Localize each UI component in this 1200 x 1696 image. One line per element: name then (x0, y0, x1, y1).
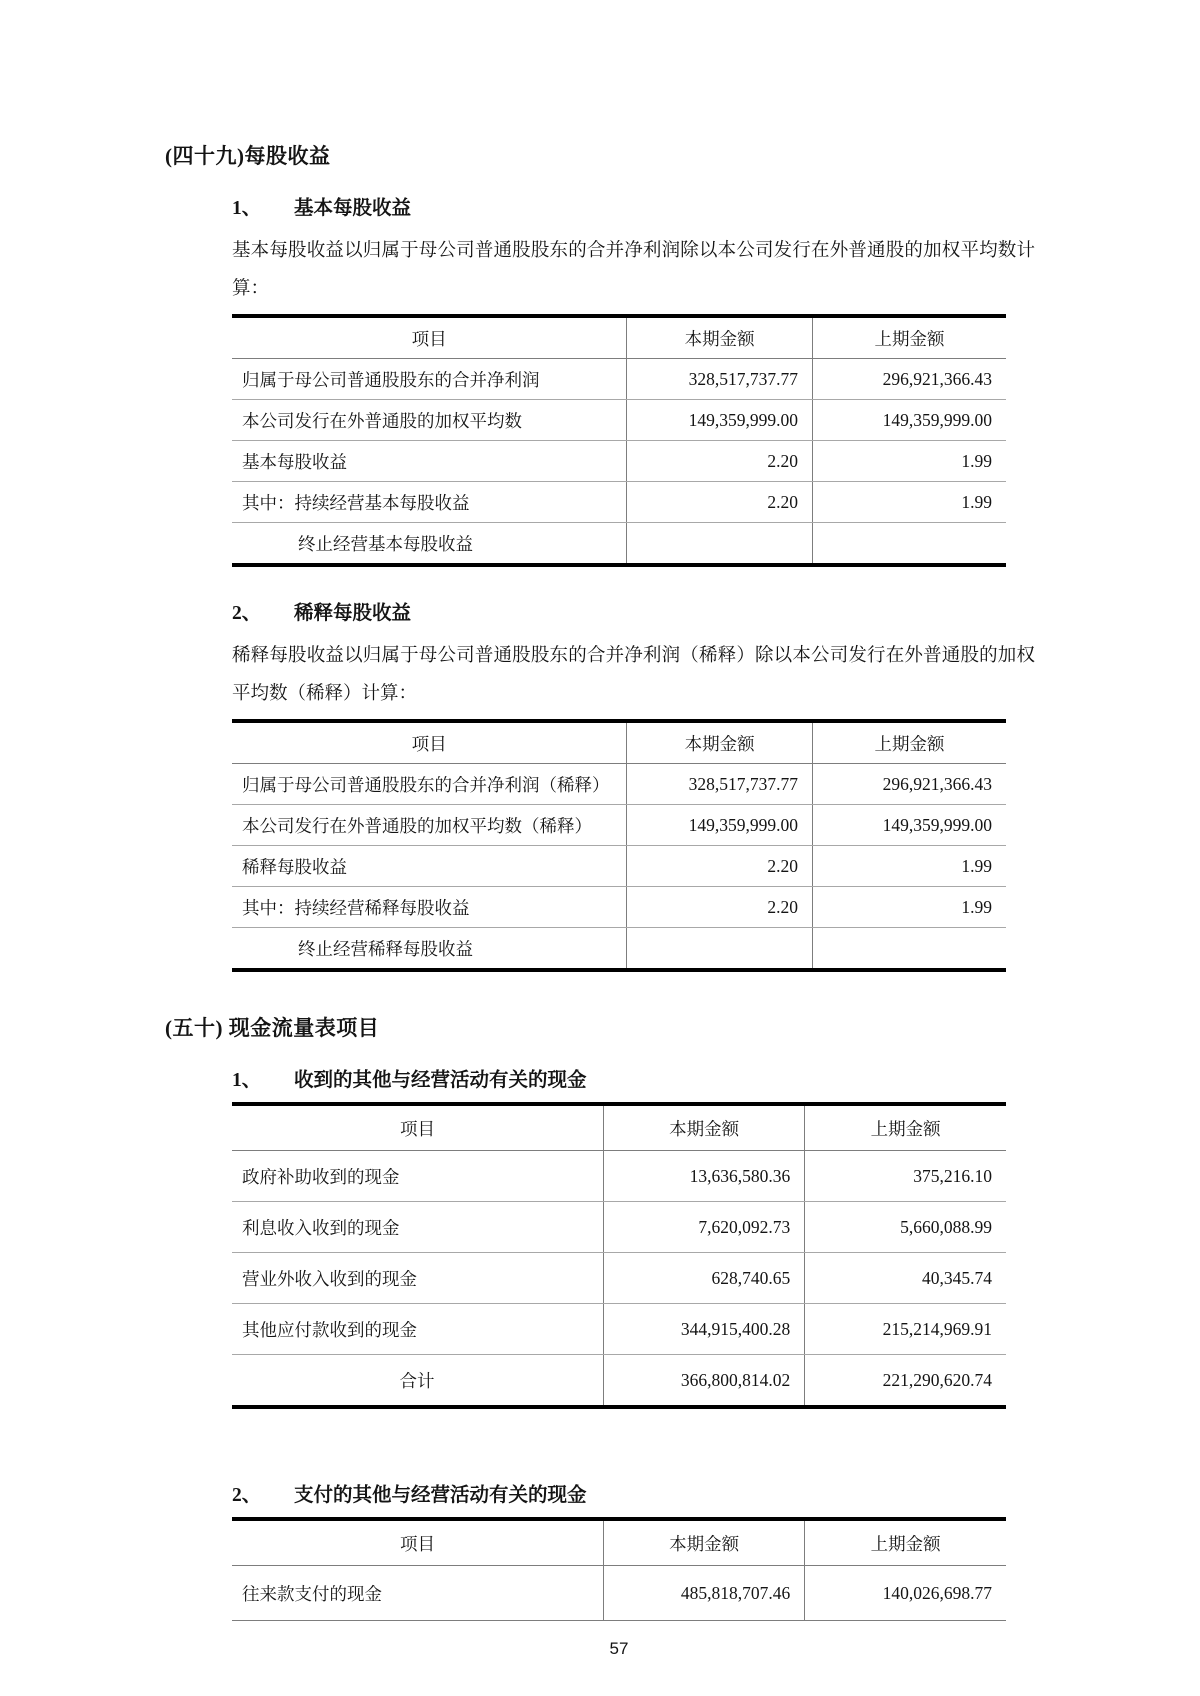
current-amount: 7,620,092.73 (604, 1202, 805, 1253)
table-row (232, 887, 1006, 928)
current-amount: 485,818,707.46 (604, 1566, 805, 1621)
current-amount: 366,800,814.02 (604, 1355, 805, 1408)
row-label: 合计 (399, 1370, 435, 1391)
subsection-cash-received (232, 1064, 1037, 1621)
basic-eps-heading (232, 192, 1037, 220)
current-amount: 2.20 (627, 441, 813, 482)
table-row (232, 1151, 1006, 1202)
prior-amount: 149,359,999.00 (812, 400, 1006, 441)
cash-paid-table (232, 1517, 1006, 1621)
col-header-prior: 上期金额 (805, 1519, 1006, 1566)
diluted-eps-paragraph: 稀释每股收益以归属于母公司普通股股东的合并净利润（稀释）除以本公司发行在外普通股的加权平均数（稀释）计算： (232, 646, 1035, 704)
row-label: 政府补助收到的现金 (232, 1151, 604, 1202)
prior-amount: 40,345.74 (805, 1253, 1006, 1304)
row-label: 基本每股收益 (232, 441, 627, 482)
current-amount: 2.20 (627, 887, 813, 928)
report-page (165, 140, 1037, 1659)
col-header-item: 项目 (232, 1519, 604, 1566)
current-amount: 328,517,737.77 (627, 764, 813, 805)
table-header-row (232, 721, 1006, 764)
cash-received-heading (232, 1064, 1037, 1092)
subsection-number: 2、 (232, 1485, 262, 1506)
prior-amount: 1.99 (812, 482, 1006, 523)
subsection-basic-eps (232, 192, 1037, 972)
diluted-eps-table (232, 719, 1006, 972)
row-label: 归属于母公司普通股股东的合并净利润 (232, 359, 627, 400)
diluted-eps-heading (232, 597, 1037, 625)
table-header-row (232, 316, 1006, 359)
subsection-title: 收到的其他与经营活动有关的现金 (294, 1070, 587, 1091)
col-header-prior: 上期金额 (812, 316, 1006, 359)
row-label: 终止经营稀释每股收益 (298, 938, 473, 959)
current-amount: 149,359,999.00 (627, 805, 813, 846)
prior-amount: 1.99 (812, 887, 1006, 928)
row-label: 其他应付款收到的现金 (232, 1304, 604, 1355)
prior-amount: 221,290,620.74 (805, 1355, 1006, 1408)
row-label: 利息收入收到的现金 (232, 1202, 604, 1253)
table-row (232, 1202, 1006, 1253)
subsection-title: 稀释每股收益 (294, 603, 412, 624)
table-row (232, 1566, 1006, 1621)
table-header-row (232, 1519, 1006, 1566)
current-amount: 2.20 (627, 846, 813, 887)
row-label: 归属于母公司普通股股东的合并净利润（稀释） (232, 764, 627, 805)
table-row-total (232, 1355, 1006, 1408)
subsection-number: 2、 (232, 603, 262, 624)
table-row (232, 928, 1006, 971)
table-row (232, 805, 1006, 846)
current-amount: 2.20 (627, 482, 813, 523)
prior-amount: 296,921,366.43 (812, 764, 1006, 805)
subsection-title: 支付的其他与经营活动有关的现金 (294, 1485, 587, 1506)
basic-eps-table (232, 314, 1006, 567)
table-row (232, 1253, 1006, 1304)
current-amount (627, 928, 813, 971)
table-row (232, 441, 1006, 482)
prior-amount: 296,921,366.43 (812, 359, 1006, 400)
page-number: 57 (609, 1639, 629, 1658)
section-49-heading: (四十九)每股收益 (165, 144, 331, 168)
subsection-number: 1、 (232, 1070, 262, 1091)
prior-amount: 5,660,088.99 (805, 1202, 1006, 1253)
subsection-number: 1、 (232, 198, 262, 219)
col-header-prior: 上期金额 (812, 721, 1006, 764)
current-amount: 149,359,999.00 (627, 400, 813, 441)
row-label: 其中：持续经营基本每股收益 (232, 482, 627, 523)
col-header-current: 本期金额 (604, 1104, 805, 1151)
subsection-title: 基本每股收益 (294, 198, 412, 219)
col-header-item: 项目 (232, 1104, 604, 1151)
table-header-row (232, 1104, 1006, 1151)
prior-amount (812, 523, 1006, 566)
row-label: 本公司发行在外普通股的加权平均数 (232, 400, 627, 441)
col-header-current: 本期金额 (604, 1519, 805, 1566)
table-row (232, 482, 1006, 523)
col-header-item: 项目 (232, 721, 627, 764)
col-header-prior: 上期金额 (805, 1104, 1006, 1151)
prior-amount: 375,216.10 (805, 1151, 1006, 1202)
table-row (232, 400, 1006, 441)
table-row (232, 846, 1006, 887)
row-label: 本公司发行在外普通股的加权平均数（稀释） (232, 805, 627, 846)
current-amount: 13,636,580.36 (604, 1151, 805, 1202)
prior-amount: 140,026,698.77 (805, 1566, 1006, 1621)
prior-amount: 1.99 (812, 441, 1006, 482)
col-header-current: 本期金额 (627, 721, 813, 764)
cash-paid-heading (232, 1479, 1037, 1507)
table-row (232, 764, 1006, 805)
current-amount (627, 523, 813, 566)
prior-amount: 215,214,969.91 (805, 1304, 1006, 1355)
current-amount: 344,915,400.28 (604, 1304, 805, 1355)
prior-amount: 1.99 (812, 846, 1006, 887)
cash-received-table (232, 1102, 1006, 1409)
prior-amount: 149,359,999.00 (812, 805, 1006, 846)
current-amount: 328,517,737.77 (627, 359, 813, 400)
table-row (232, 523, 1006, 566)
row-label: 稀释每股收益 (232, 846, 627, 887)
col-header-current: 本期金额 (627, 316, 813, 359)
prior-amount (812, 928, 1006, 971)
row-label: 往来款支付的现金 (232, 1566, 604, 1621)
section-50-heading: (五十) 现金流量表项目 (165, 1016, 380, 1040)
current-amount: 628,740.65 (604, 1253, 805, 1304)
table-row (232, 359, 1006, 400)
row-label: 终止经营基本每股收益 (298, 533, 473, 554)
table-row (232, 1304, 1006, 1355)
basic-eps-paragraph: 基本每股收益以归属于母公司普通股股东的合并净利润除以本公司发行在外普通股的加权平均数计算： (232, 241, 1035, 299)
row-label: 营业外收入收到的现金 (232, 1253, 604, 1304)
col-header-item: 项目 (232, 316, 627, 359)
row-label: 其中：持续经营稀释每股收益 (232, 887, 627, 928)
